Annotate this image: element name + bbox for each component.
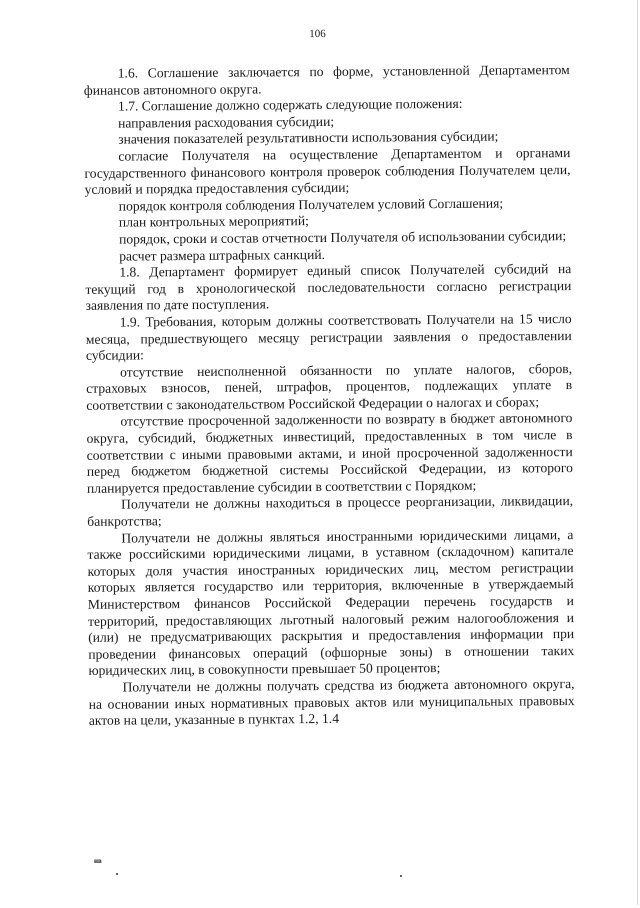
list-item-reporting: порядок, сроки и состав отчетности Получателя об использовании субсидии; xyxy=(118,228,567,247)
paragraph-1-8: 1.8. Департамент формирует единый список Получателей субсидий на текущий год в хронологической последовательности согласно регистрации заявления по дате поступления. xyxy=(85,261,572,314)
scan-speck xyxy=(400,875,402,877)
requirement-no-overdue-debt: отсутствие просроченной задолженности по возврату в бюджет автономного округа, субсидий, бюджетных инвестиций, предоставленных в том числе в соответствии с иными правовыми актами, и иной просроченной задолженности перед бюджетом бюджетной системы Российской Федерации, из которого планируется предоставление субсидии в соответствии с Порядком; xyxy=(86,410,573,496)
list-item-inspection-consent: согласие Получателя на осуществление Департаментом и органами государственного финансового контроля проверок соблюдения Получателем цели, условий и порядка предоставления субсидии; xyxy=(84,144,571,197)
scan-edge-line xyxy=(637,0,638,905)
requirement-no-tax-debt: отсутствие неисполненной обязанности по уплате налогов, сборов, страховых взносов, пеней, штрафов, процентов, подлежащих уплате в соответствии с законодательством Российской Федерации о налогах и сборах; xyxy=(86,360,573,413)
footer-mark: нв xyxy=(94,857,102,865)
paragraph-1-6: 1.6. Соглашение заключается по форме, установленной Департаментом финансов автономного округа. xyxy=(83,62,570,98)
paragraph-1-7: 1.7. Соглашение должно содержать следующие положения: xyxy=(117,96,463,114)
list-item-penalties: расчет размера штрафных санкций. xyxy=(119,246,326,264)
requirement-not-foreign-entity: Получатели не должны являться иностранными юридическими лицами, а также российскими юридическими лицами, в уставном (складочном) капитале которых доля участия иностранных юридических лиц, местом регистрации которых является государство или территория, включенные в утверждаемый Министерством финансов Российской Федерации перечень государств и территорий, предоставляющих льготный налоговый режим налогообложения и (или) не предусматривающих раскрытия и предоставления информации при проведении финансовых операций (офшорные зоны) в отношении таких юридических лиц, в совокупности превышает 50 процентов; xyxy=(87,526,575,679)
list-item-control-procedure: порядок контроля соблюдения Получателем условий Соглашения; xyxy=(118,195,504,214)
body-text xyxy=(84,62,575,730)
scan-speck xyxy=(116,873,118,875)
paragraph-1-9: 1.9. Требования, которым должны соответствовать Получатели на 15 число месяца, предшествующего месяцу регистрации заявления о предоставлении субсидии: xyxy=(85,310,572,363)
list-item-performance-indicators: значения показателей результативности использования субсидии; xyxy=(118,128,499,147)
list-item-spending-directions: направления расходования субсидии; xyxy=(118,113,335,131)
page-number: 106 xyxy=(309,27,326,41)
requirement-no-reorganization: Получатели не должны находиться в процессе реорганизации, ликвидации, банкротства; xyxy=(87,493,574,529)
requirement-no-other-funds: Получатели не должны получать средства из бюджета автономного округа, на основании иных нормативных правовых актов или муниципальных правовых актов на цели, указанные в пунктах 1.2, 1.4 xyxy=(88,675,575,728)
list-item-control-plan: план контрольных мероприятий; xyxy=(118,213,309,230)
